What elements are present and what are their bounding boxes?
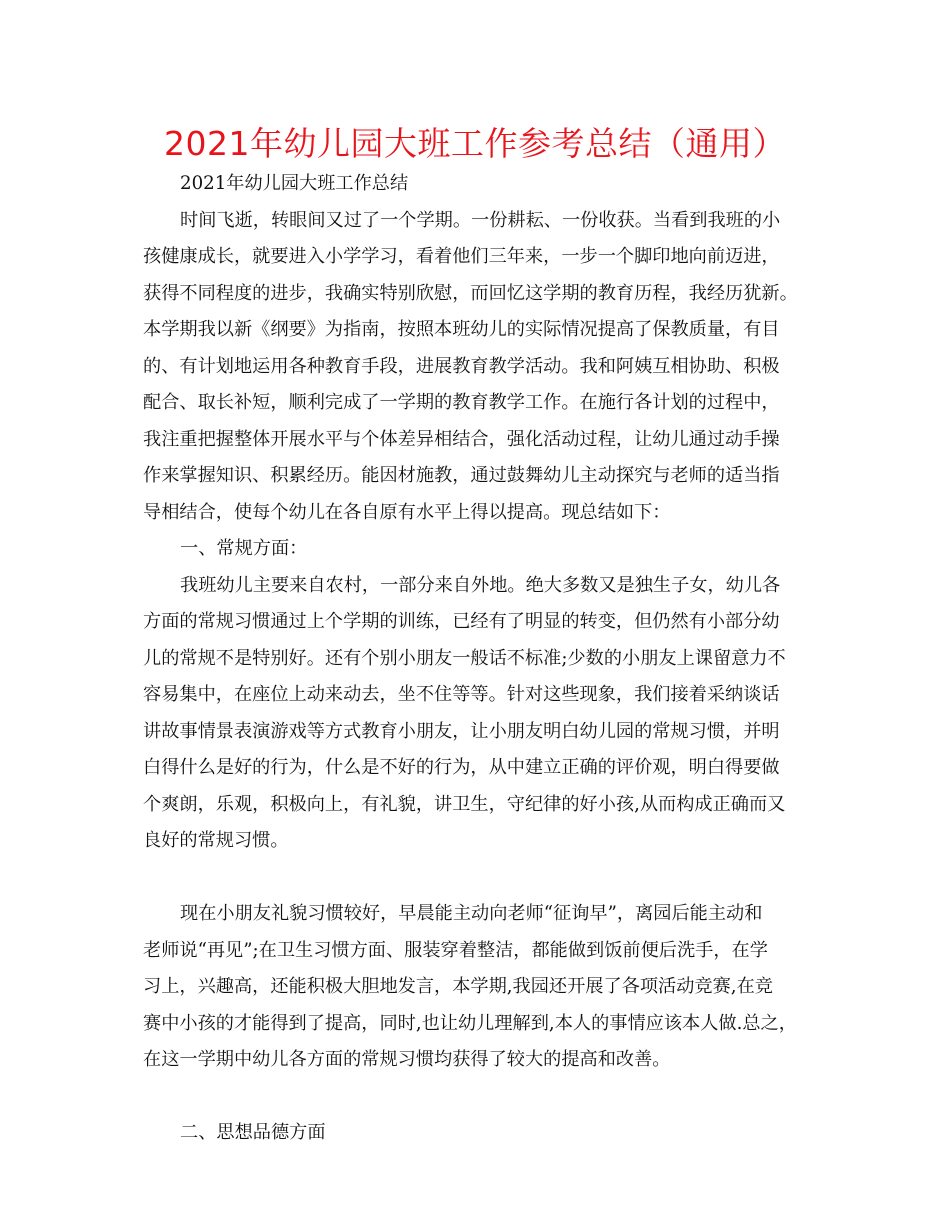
paragraph-line: 孩健康成长，就要进入小学学习，看着他们三年来，一步一个脚印地向前迈进，: [143, 246, 780, 267]
paragraph-line: 儿的常规不是特别好。还有个别小朋友一般话不标准;少数的小朋友上课留意力不: [143, 647, 786, 669]
paragraph-line: 时间飞逝，转眼间又过了一个学期。一份耕耘、一份收获。当看到我班的小: [180, 209, 781, 231]
paragraph-line: 获得不同程度的进步，我确实特别欣慰，而回忆这学期的教育历程，我经历犹新。: [143, 282, 798, 304]
document-body: [143, 166, 811, 1152]
paragraph-line: 配合、取长补短，顺利完成了一学期的教育教学工作。在施行各计划的过程中，: [143, 392, 780, 413]
document-subtitle: 2021年幼儿园大班工作总结: [180, 173, 409, 194]
paragraph-line: 赛中小孩的才能得到了提高，同时,也让幼儿理解到,本人的事情应该本人做.总之，: [143, 1012, 797, 1034]
paragraph-1: [143, 203, 811, 532]
paragraph-line: 讲故事情景表演游戏等方式教育小朋友，让小朋友明白幼儿园的常规习惯，并明: [143, 720, 780, 742]
paragraph-line: 我班幼儿主要来自农村，一部分来自外地。绝大多数又是独生子女，幼儿各: [180, 574, 781, 596]
paragraph-line: 白得什么是好的行为，什么是不好的行为，从中建立正确的评价观，明白得要做: [143, 757, 780, 778]
paragraph-3: [143, 896, 811, 1079]
document-title: 2021年幼儿园大班工作参考总结（通用）: [164, 124, 786, 163]
paragraph-line: 个爽朗，乐观，积极向上，有礼貌，讲卫生，守纪律的好小孩,从而构成正确而又: [143, 793, 786, 815]
paragraph-2: [143, 568, 811, 860]
paragraph-gap: [143, 860, 811, 897]
paragraph-line: 作来掌握知识、积累经历。能因材施教，通过鼓舞幼儿主动探究与老师的适当指: [143, 465, 780, 486]
paragraph-line: 我注重把握整体开展水平与个体差异相结合，强化活动过程，让幼儿通过动手操: [143, 428, 780, 450]
section-heading-routine: 一、常规方面：: [180, 538, 308, 559]
section-heading-moral: 二、思想品德方面: [180, 1122, 326, 1143]
paragraph-gap: [143, 1079, 811, 1116]
paragraph-line: 导相结合，使每个幼儿在各自原有水平上得以提高。现总结如下：: [143, 501, 671, 523]
paragraph-line: 本学期我以新《纲要》为指南，按照本班幼儿的实际情况提高了保教质量，有目: [143, 319, 780, 340]
paragraph-line: 容易集中，在座位上动来动去，坐不住等等。针对这些现象，我们接着采纳谈话: [143, 684, 780, 705]
paragraph-line: 的、有计划地运用各种教育手段，进展教育教学活动。我和阿姨互相协助、积极: [143, 355, 780, 377]
paragraph-line: 方面的常规习惯通过上个学期的训练，已经有了明显的转变，但仍然有小部分幼: [143, 611, 780, 632]
paragraph-line: 现在小朋友礼貌习惯较好，早晨能主动向老师“征询早”，离园后能主动和: [180, 903, 763, 924]
paragraph-line: 在这一学期中幼儿各方面的常规习惯均获得了较大的提高和改善。: [143, 1049, 671, 1070]
paragraph-line: 良好的常规习惯。: [143, 830, 289, 851]
paragraph-line: 老师说“再见”;在卫生习惯方面、服装穿着整洁，都能做到饭前便后洗手，在学: [143, 939, 768, 961]
paragraph-line: 习上，兴趣高，还能积极大胆地发言，本学期,我园还开展了各项活动竞赛,在竞: [143, 976, 773, 997]
